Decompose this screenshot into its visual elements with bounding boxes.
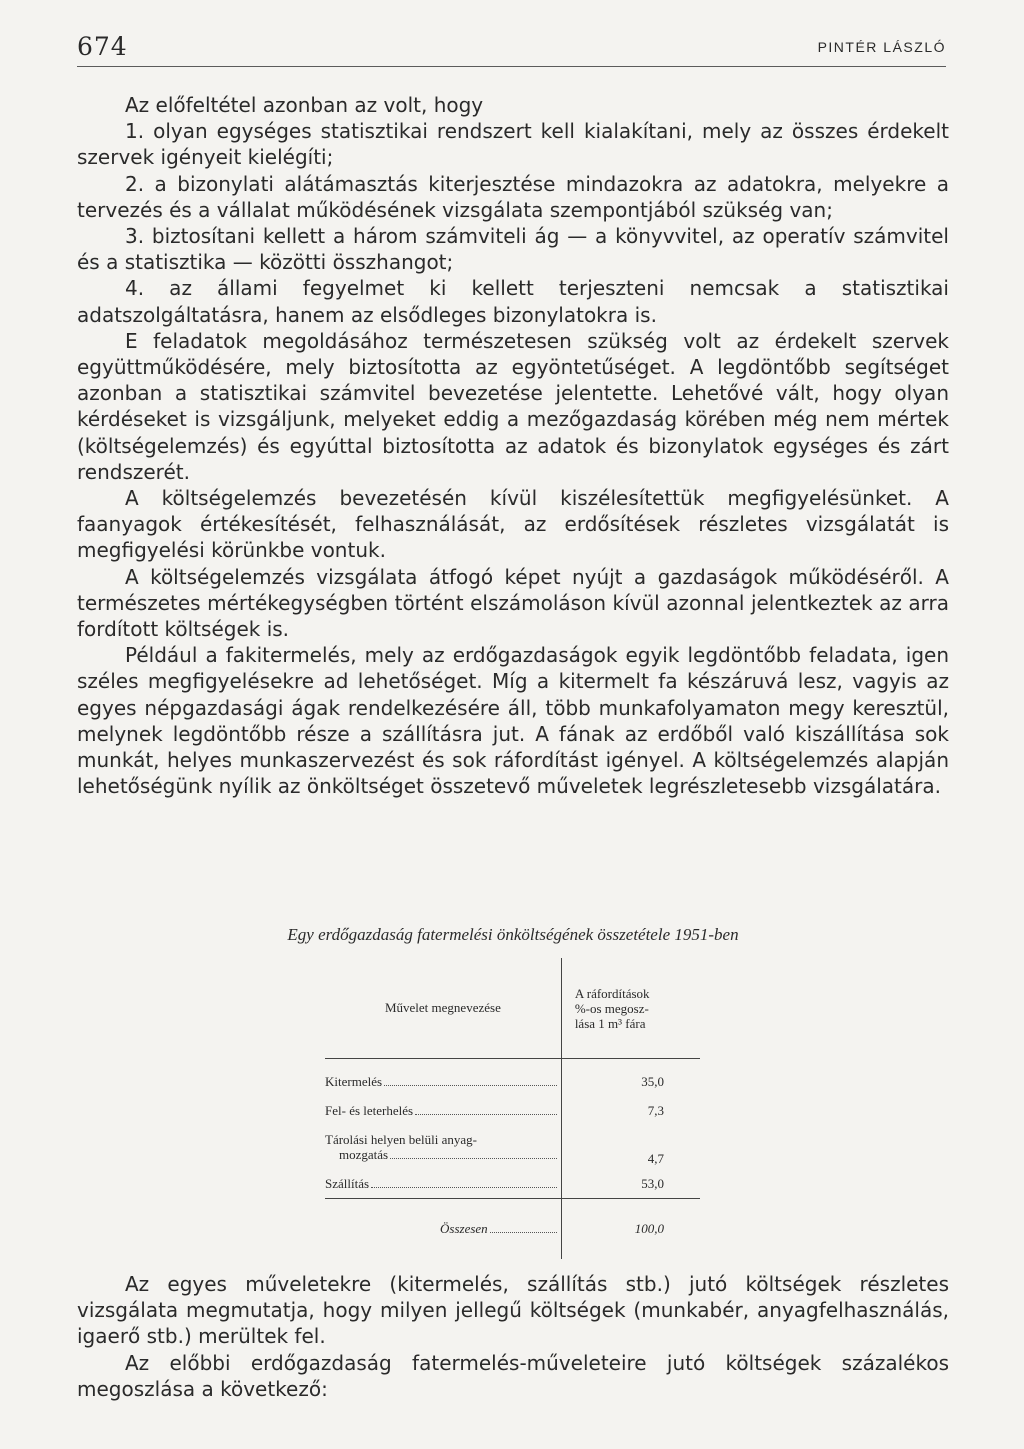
row-label: Szállítás [325, 1175, 370, 1191]
paragraph: Az egyes műveletekre (kitermelés, szállítás stb.) jutó költségek részletes vizsgálata megmutatja, hogy milyen jellegű költségek (munkabér, anyagfelhasználás, igaerő stb.) merültek fel. [77, 1272, 949, 1349]
list-item: 4. az állami fegyelmet ki kellett terjeszteni nemcsak a statisztikai adatszolgáltatásra, hanem az elsődleges bizonylatokra is. [77, 276, 949, 327]
total-label: Összesen [440, 1221, 488, 1236]
paragraph: Például a fakitermelés, mely az erdőgazdaságok egyik legdöntőbb feladata, igen széles megfigyelésekre ad lehetőséget. Míg a kitermelt fa készáruvá lesz, vagyis az egyes népgazdasági ágak rendelkezésére áll, több munkafolyamaton megy keresztül, melynek legdöntőbb része a szállításra jut. A fának az erdőből való kiszállítása sok munkát, helyes munkaszervezést és sok ráfordítást igényel. A költségelemzés alapján lehetőségünk nyílik az önköltséget összetevő műveletek legrészletesebb vizsgálatára. [77, 643, 949, 799]
paragraph: A költségelemzés bevezetésén kívül kiszélesítettük megfigyelésünket. A faanyagok értékesítését, felhasználását, az erdősítések részletes vizsgálatát is megfigyelési körünkbe vontuk. [77, 486, 949, 563]
paragraph: Az előfeltétel azonban az volt, hogy [125, 93, 484, 117]
column-header-line: %-os megosz- [574, 1000, 649, 1016]
total-value: 100,0 [561, 1199, 700, 1260]
list-item: 2. a bizonylati alátámasztás kiterjesztése mindazokra az adatokra, melyekre a tervezés és a vállalat működésének vizsgálata szempontjából szükség van; [77, 171, 949, 222]
row-label: Tárolási helyen belüli anyag- [325, 1132, 477, 1147]
paragraph: Az előbbi erdőgazdaság fatermelés-műveleteire jutó költségek százalékos megoszlása a következő: [77, 1350, 949, 1401]
row-label: Kitermelés [325, 1073, 383, 1089]
column-header-line: A ráfordítások [574, 985, 650, 1001]
closing-text [77, 1271, 949, 1402]
table-row [325, 1059, 700, 1097]
cost-table [325, 958, 700, 1259]
row-value: 4,7 [647, 1151, 664, 1166]
row-label: Fel- és leterhelés [325, 1102, 414, 1118]
row-label-continuation: mozgatás [339, 1147, 389, 1162]
row-value: 7,3 [647, 1102, 664, 1118]
column-header-operation: Művelet megnevezése [325, 958, 561, 1059]
leader-dots [415, 1114, 557, 1115]
list-item: 1. olyan egységes statisztikai rendszert kell kialakítani, mely az összes érdekelt szervek igényeit kielégíti; [77, 119, 949, 170]
running-header-author: PINTÉR LÁSZLÓ [817, 39, 946, 55]
paragraph: A költségelemzés vizsgálata átfogó képet nyújt a gazdaságok működéséről. A természetes mértékegységben történt elszámoláson kívül azonnal jelentkeztek az arra fordított költségek is. [77, 564, 949, 642]
table-row [325, 1169, 700, 1199]
leader-dots [490, 1232, 557, 1233]
table-row [325, 1125, 700, 1169]
column-header-share [561, 958, 700, 1059]
table-total-row [325, 1199, 700, 1260]
row-value: 53,0 [641, 1175, 664, 1191]
paragraph: E feladatok megoldásához természetesen szükség volt az érdekelt szervek együttműködésére, mely biztosította az egyöntetűséget. A legdöntőbb segítséget azonban a statisztikai számvitel bevezetése jelentette. Lehetővé vált, hogy olyan kérdéseket is vizsgáljunk, melyeket eddig a mezőgazdaság körében még nem mértek (költségelemzés) és egyúttal biztosította az adatok és bizonylatok egységes és zárt rendszerét. [77, 328, 949, 484]
leader-dots [384, 1085, 557, 1086]
table-header-row [325, 958, 700, 1059]
header-rule [77, 66, 946, 67]
list-item: 3. biztosítani kellett a három számviteli ág — a könyvvitel, az operatív számvitel és a statisztika — közötti összhangot; [77, 224, 949, 275]
main-text [77, 92, 949, 799]
row-value: 35,0 [641, 1073, 664, 1089]
column-header-line: lása 1 m³ fára [574, 1015, 646, 1031]
leader-dots [390, 1158, 557, 1159]
table-caption: Egy erdőgazdaság fatermelési önköltségének összetétele 1951-ben [287, 925, 739, 944]
leader-dots [371, 1187, 557, 1188]
table-row [325, 1096, 700, 1125]
page-number: 674 [77, 32, 128, 61]
